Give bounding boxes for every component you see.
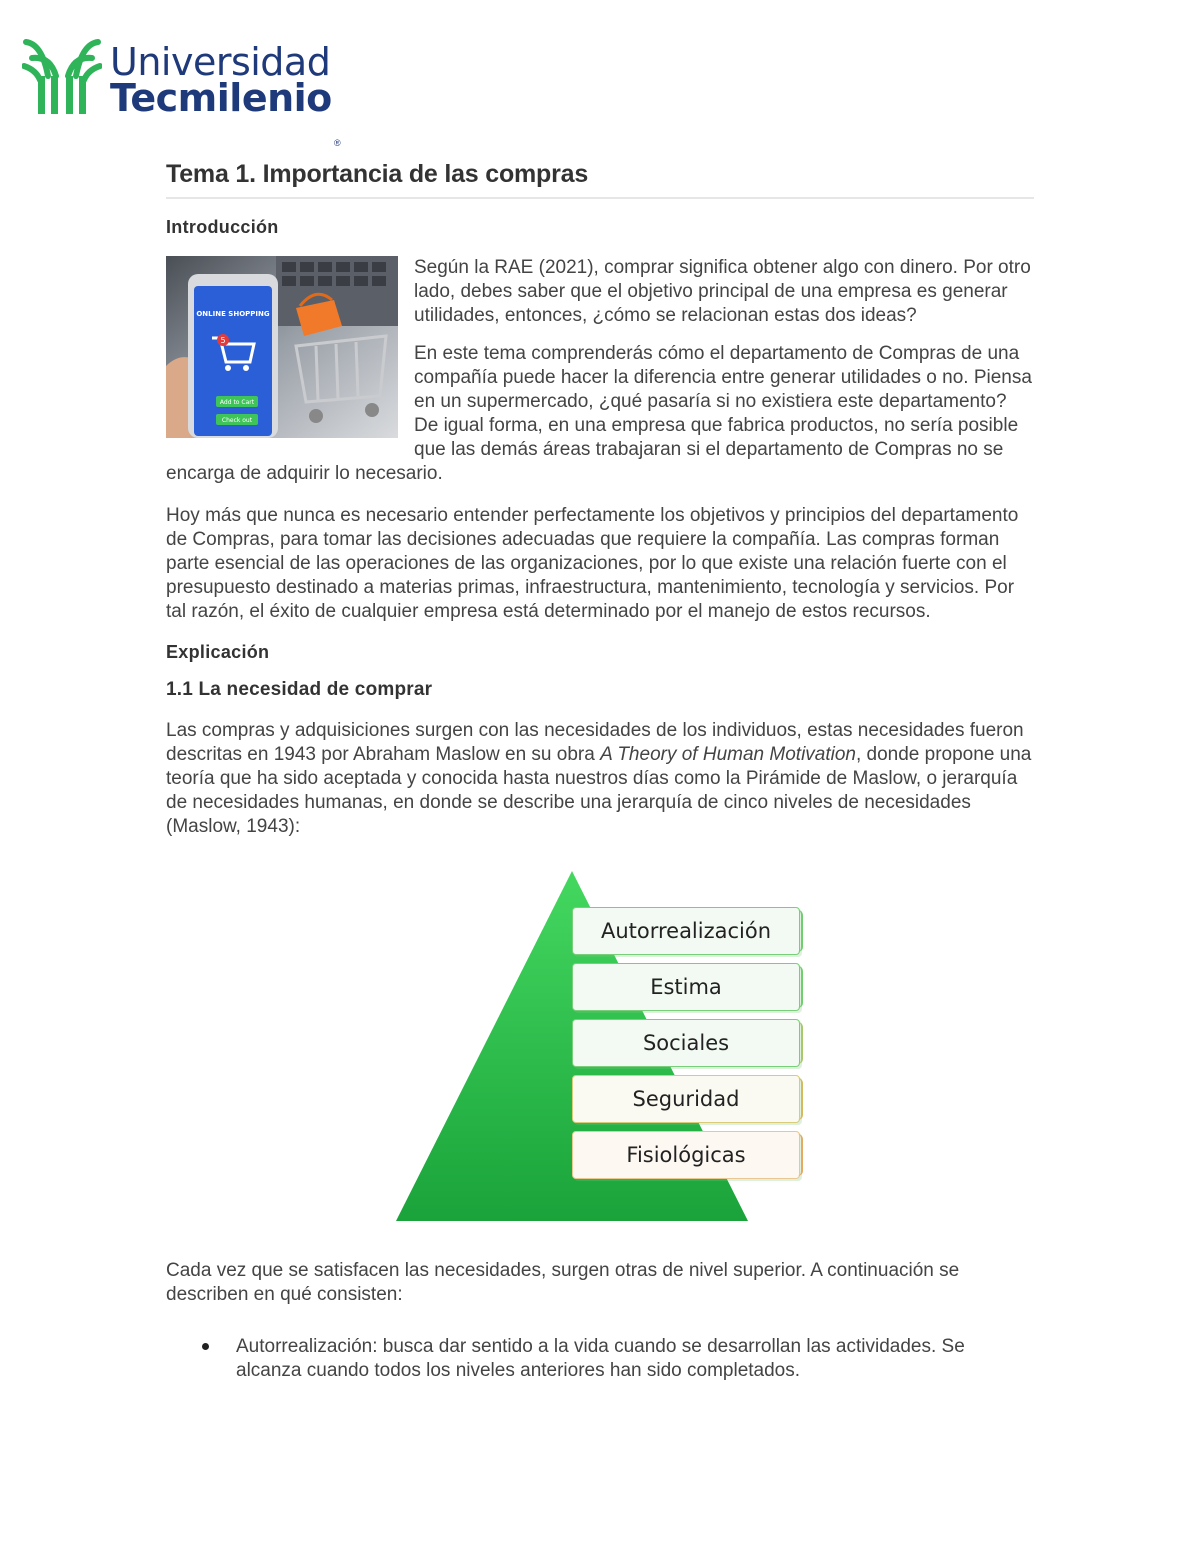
maslow-paragraph [166,719,1034,839]
intro-section [166,256,1034,486]
pyramid-level-seguridad [572,1075,800,1123]
photo-button1-text: Add to Cart [219,399,255,406]
pyramid-level-label: Fisiológicas [626,1143,746,1167]
online-shopping-photo [166,256,398,438]
pyramid-level-estima [572,963,800,1011]
intro-paragraph-2: En este tema comprenderás cómo el departamento de Compras de una compañía puede hacer la diferencia entre generar utilidades o no. Piensa en un supermercado, ¿qué pasaría si no existiera este departamento? De igual forma, en una empresa que fabrica productos, no sería posible que las demás áreas trabajaran si el departamento de Compras no se encarga de adquirir lo necesario. [166,343,1032,484]
intro-paragraph-1: Según la RAE (2021), comprar significa obtener algo con dinero. Por otro lado, debes saber que el objetivo principal de una empresa es generar utilidades, entonces, ¿cómo se relacionan estas dos ideas? [414,257,1031,326]
explanation-heading: Explicación [166,642,270,662]
list-item [236,1335,1034,1383]
maslow-text-before: Las compras y adquisiciones surgen con las necesidades de los individuos, estas necesidades fueron descritas en 1943 por Abraham Maslow en su obra [166,720,1024,765]
bullet-icon [202,1343,209,1350]
logo-text-universidad: Universidad [110,40,331,84]
document-content [166,160,1034,1383]
maslow-pyramid-diagram [166,863,1034,1233]
logo-text-tecmilenio: Tecmilenio [110,76,332,120]
university-logo [22,36,341,148]
pyramid-level-sociales [572,1019,800,1067]
pyramid-level-label: Autorrealización [600,919,772,943]
intro-heading: Introducción [166,217,279,237]
photo-button2-text: Check out [221,417,253,424]
subsection-heading: 1.1 La necesidad de comprar [166,679,433,700]
pyramid-level-label: Sociales [642,1031,730,1055]
list-item-text: Autorrealización: busca dar sentido a la vida cuando se desarrollan las actividades. Se alcanza cuando todos los niveles anteriores han sido completados. [236,1336,965,1381]
pyramid-level-label: Estima [650,975,722,999]
intro-paragraph-3: Hoy más que nunca es necesario entender perfectamente los objetivos y principios del departamento de Compras, para tomar las decisiones adecuadas que requiere la compañía. Las compras forman parte esencial de las operaciones de las organizaciones, por lo que existe una relación fuerte con el presupuesto destinado a materias primas, infraestructura, mantenimiento, tecnología y servicios. Por tal razón, el éxito de cualquier empresa está determinado por el manejo de estos recursos. [166,505,1019,622]
pyramid-level-fisiologicas [572,1131,800,1179]
page-title: Tema 1. Importancia de las compras [166,160,1034,199]
pyramid-level-label: Seguridad [632,1087,740,1111]
photo-badge-text: 5 [220,336,226,345]
needs-paragraph: Cada vez que se satisfacen las necesidades, surgen otras de nivel superior. A continuación se describen en qué consisten: [166,1260,960,1305]
logo-registered-mark: ® [334,138,341,148]
logo-mark-icon [22,36,102,116]
needs-list [166,1335,1034,1383]
maslow-text-after: , donde propone una teoría que ha sido aceptada y conocida hasta nuestros días como la Pirámide de Maslow, o jerarquía de necesidades humanas, en donde se describe una jerarquía de cinco niveles de necesidades (Maslow, 1943): [166,744,1032,837]
maslow-book-title: A Theory of Human Motivation [600,744,856,765]
photo-screen-label: ONLINE SHOPPING [196,310,270,318]
pyramid-level-autorrealizacion [572,907,800,955]
